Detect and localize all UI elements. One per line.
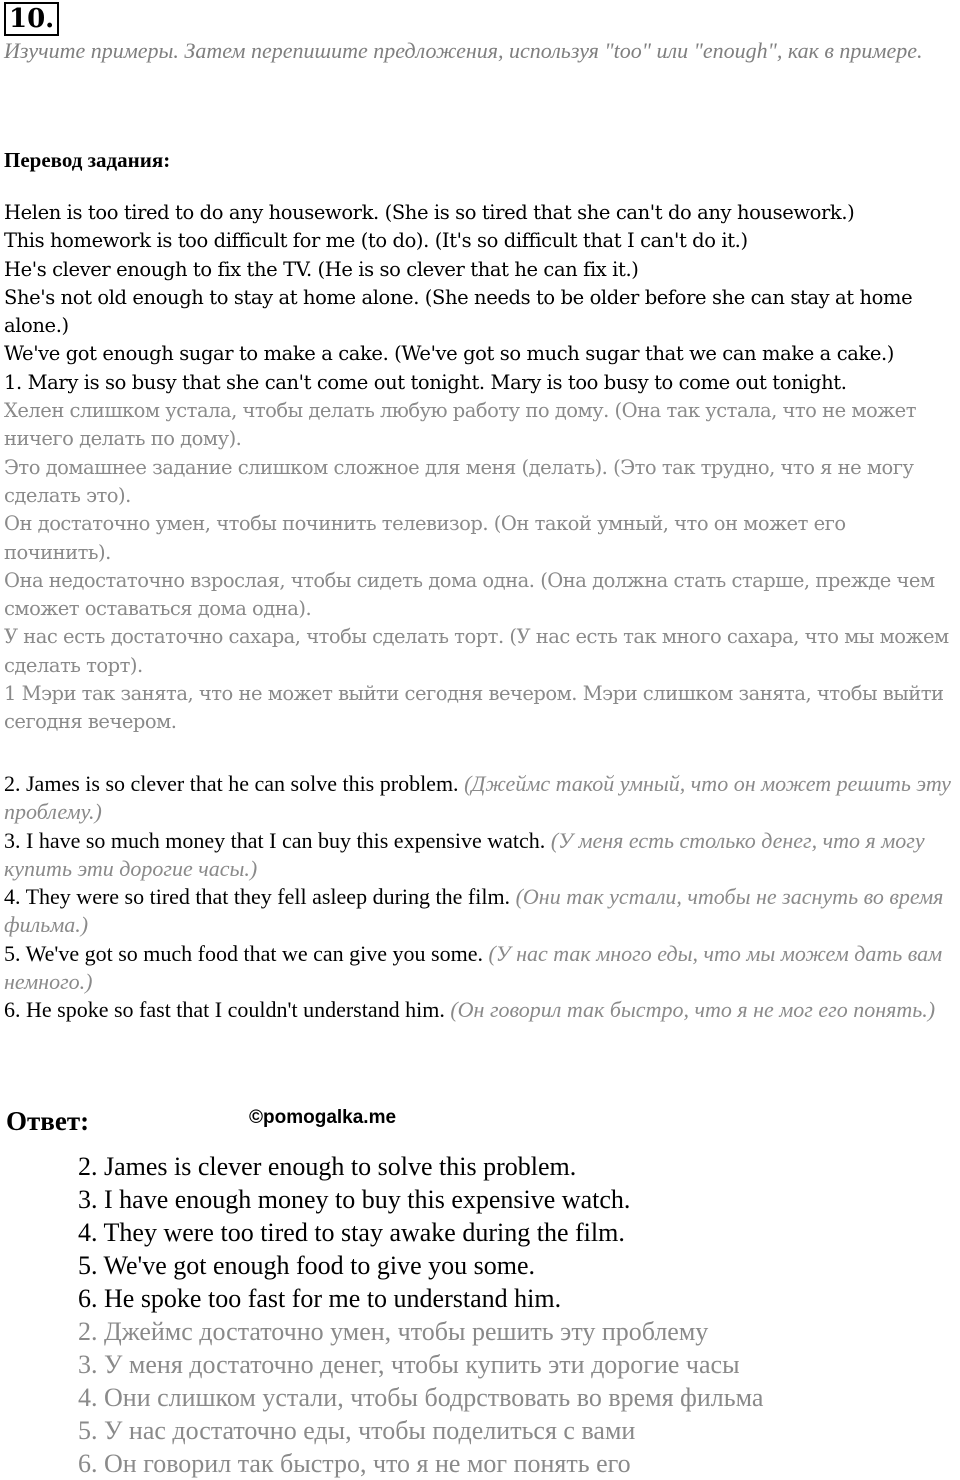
exercise-item [4, 770, 954, 827]
answer-heading: Ответ: [6, 1106, 90, 1136]
exercise-item-ru: (Джеймс такой умный, что он может решить эту проблему.) [4, 771, 951, 825]
exercise-item [4, 827, 954, 884]
answer-line-en: 2. James is clever enough to solve this problem. [78, 1152, 577, 1181]
example-line-ru: Он достаточно умен, чтобы починить телевизор. (Он такой умный, что он может его починить). [4, 512, 846, 564]
answer-line-en: 6. He spoke too fast for me to understand him. [78, 1284, 562, 1313]
answer-line-ru: 3. У меня достаточно денег, чтобы купить эти дорогие часы [78, 1350, 740, 1379]
example-line-en: He's clever enough to fix the TV. (He is so clever that he can fix it.) [4, 257, 639, 281]
exercise-item-en: 4. They were so tired that they fell asleep during the film. [4, 884, 511, 910]
answer-line-ru: 4. Они слишком устали, чтобы бодрствовать во время фильма [78, 1383, 764, 1412]
answer-line-en: 3. I have enough money to buy this expensive watch. [78, 1185, 631, 1214]
exercise-item-ru: (У нас так много еды, что мы можем дать вам немного.) [4, 940, 943, 995]
exercise-item-en: 5. We've got so much food that we can give you some. [4, 940, 483, 966]
exercise-item-ru: (Они так устали, чтобы не заснуть во время фильма.) [4, 884, 944, 938]
example-line-en: Helen is too tired to do any housework. (She is so tired that she can't do any housework.) [4, 201, 855, 224]
task-instructions: Изучите примеры. Затем перепишите предложения, используя "too" или "enough", как в примере. [4, 38, 923, 63]
watermark: ©pomogalka.me [249, 1107, 397, 1128]
examples-section [4, 199, 954, 737]
translation-heading: Перевод задания: [4, 148, 171, 172]
exercise-item-ru: (Он говорил так быстро, что я не мог его понять.) [450, 997, 936, 1023]
exercise-item [4, 883, 954, 940]
example-line-en: We've got enough sugar to make a cake. (We've got so much sugar that we can make a cake.) [4, 342, 895, 366]
exercise-item-ru: (У меня есть столько денег, что я могу купить эти дорогие часы.) [4, 827, 925, 881]
example-line-ru: Это домашнее задание слишком сложное для меня (делать). (Это так трудно, что я не могу сделать это). [4, 455, 914, 507]
exercise-item [4, 940, 954, 997]
example-line-ru: Хелен слишком устала, чтобы делать любую работу по дому. (Она так устала, что не может ничего делать по дому). [4, 399, 917, 451]
example-line-en: This homework is too difficult for me (to do). (It's so difficult that I can't do it.) [4, 229, 748, 253]
answers-section [78, 1150, 948, 1480]
answer-line-en: 4. They were too tired to stay awake during the film. [78, 1218, 625, 1247]
answer-line-ru: 2. Джеймс достаточно умен, чтобы решить эту проблему [78, 1317, 709, 1346]
exercise-items [4, 770, 954, 1025]
exercise-number: 10. [4, 2, 59, 36]
exercise-item [4, 996, 954, 1024]
exercise-item-en: 3. I have so much money that I can buy this expensive watch. [4, 827, 546, 853]
example-line-ru: 1 Мэри так занята, что не может выйти сегодня вечером. Мэри слишком занята, чтобы выйти сегодня вечером. [4, 682, 944, 734]
example-line-ru: У нас есть достаточно сахара, чтобы сделать торт. (У нас есть так много сахара, что мы можем сделать торт). [4, 625, 949, 677]
answer-line-en: 5. We've got enough food to give you some. [78, 1251, 536, 1280]
example-line-en: 1. Mary is so busy that she can't come out tonight. Mary is too busy to come out tonight. [4, 370, 847, 394]
exercise-item-en: 6. He spoke so fast that I couldn't understand him. [4, 997, 445, 1023]
answer-line-ru: 6. Он говорил так быстро, что я не мог понять его [78, 1449, 631, 1478]
answer-line-ru: 5. У нас достаточно еды, чтобы поделиться с вами [78, 1416, 636, 1445]
example-line-en: She's not old enough to stay at home alone. (She needs to be older before she can stay at home alone.) [4, 285, 913, 338]
example-line-ru: Она недостаточно взрослая, чтобы сидеть дома одна. (Она должна стать старше, прежде чем сможет оставаться дома одна). [4, 568, 935, 621]
exercise-item-en: 2. James is so clever that he can solve this problem. [4, 771, 459, 796]
